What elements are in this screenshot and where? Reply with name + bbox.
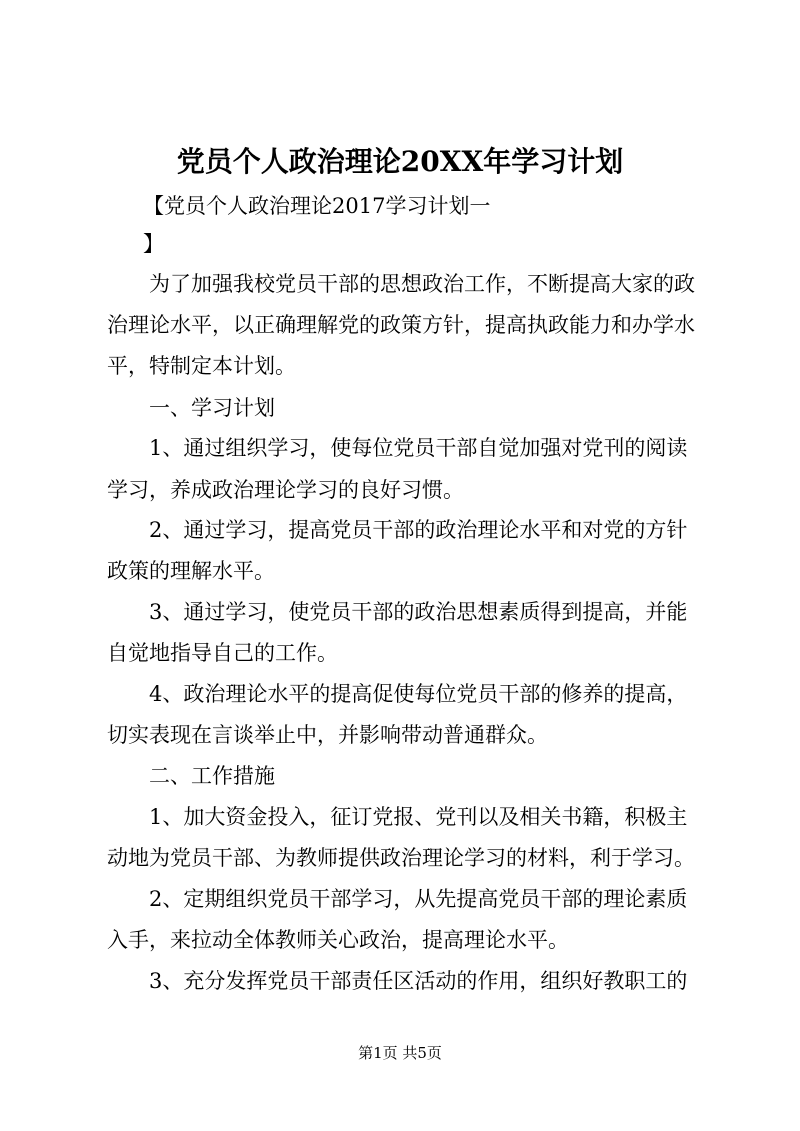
subtitle-line: 【党员个人政治理论2017学习计划一 — [143, 194, 491, 218]
page-footer: 第1页 共5页 — [358, 1044, 442, 1062]
paragraph-line: 切实表现在言谈举止中，并影响带动普通群众。 — [107, 723, 548, 747]
section-heading: 二、工作措施 — [149, 764, 275, 788]
subtitle-line-end: 】 — [143, 232, 164, 256]
paragraph-line: 1、加大资金投入，征订党报、党刊以及相关书籍，积极主 — [149, 805, 688, 829]
paragraph-line: 3、通过学习，使党员干部的政治思想素质得到提高，并能 — [149, 600, 688, 624]
paragraph-line: 为了加强我校党员干部的思想政治工作，不断提高大家的政 — [149, 272, 695, 296]
paragraph-line: 2、定期组织党员干部学习，从先提高党员干部的理论素质 — [149, 887, 688, 911]
paragraph-line: 入手，来拉动全体教师关心政治，提高理论水平。 — [107, 928, 569, 952]
paragraph-line: 4、政治理论水平的提高促使每位党员干部的修养的提高， — [149, 682, 688, 706]
document-title: 党员个人政治理论20XX年学习计划 — [176, 145, 624, 178]
paragraph-line: 自觉地指导自己的工作。 — [107, 641, 338, 665]
paragraph-line: 动地为党员干部、为教师提供政治理论学习的材料，利于学习。 — [107, 846, 695, 870]
paragraph-line: 2、通过学习，提高党员干部的政治理论水平和对党的方针 — [149, 518, 688, 542]
paragraph-line: 平，特制定本计划。 — [107, 354, 296, 378]
paragraph-line: 学习，养成政治理论学习的良好习惯。 — [107, 478, 464, 502]
paragraph-line: 1、通过组织学习，使每位党员干部自觉加强对党刊的阅读 — [149, 436, 688, 460]
paragraph-line: 3、充分发挥党员干部责任区活动的作用，组织好教职工的 — [149, 969, 688, 993]
paragraph-line: 政策的理解水平。 — [107, 559, 275, 583]
section-heading: 一、学习计划 — [149, 396, 275, 420]
paragraph-line: 治理论水平，以正确理解党的政策方针，提高执政能力和办学水 — [107, 313, 695, 337]
